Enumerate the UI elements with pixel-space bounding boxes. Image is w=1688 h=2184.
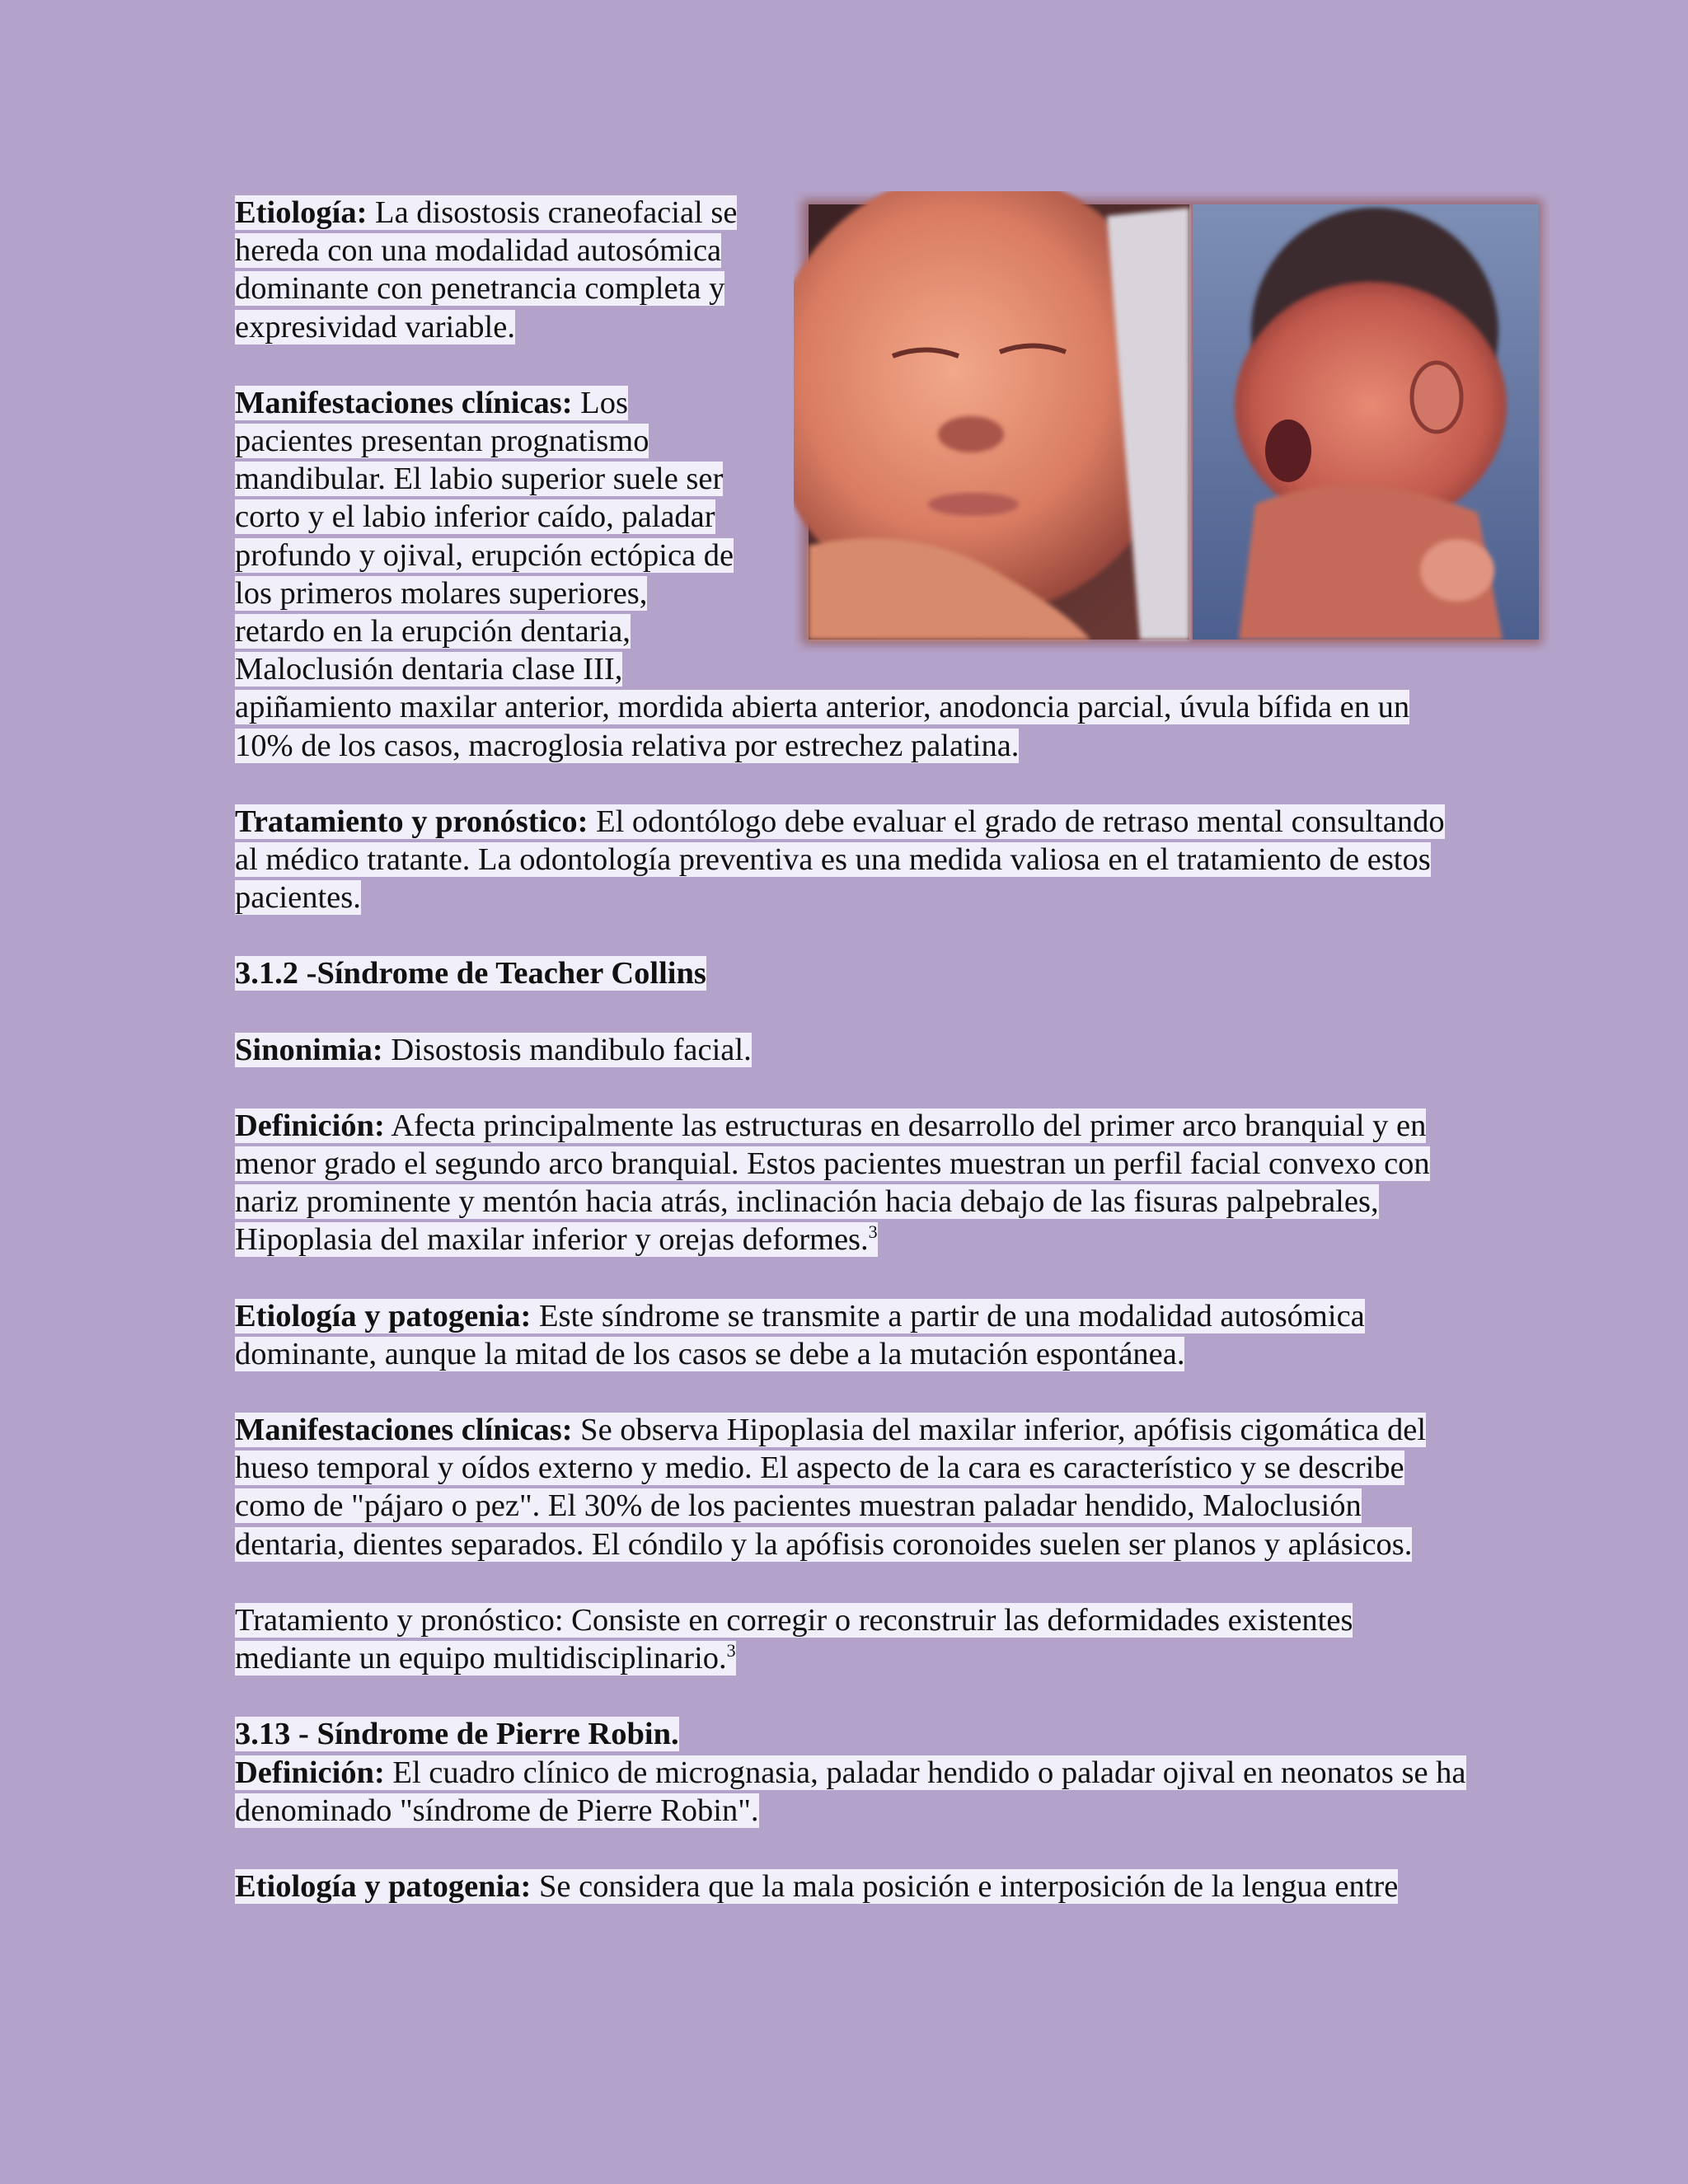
section-heading-312 [235,954,1471,992]
section-heading-313 [235,1715,1471,1753]
etiologia-patogenia-text-2: Se considera que la mala posición e interposición de la lengua entre [538,1868,1399,1904]
etiologia-patogenia-text: Este síndrome se transmite a partir de una modalidad autosómica dominante, aunque la mitad de los casos se debe a la mutación espontánea. [235,1298,1365,1371]
sinonimia-label: Sinonimia: [235,1032,383,1067]
footnote-ref: 3 [868,1221,878,1243]
manifestaciones-label-2: Manifestaciones clínicas: [235,1413,573,1448]
manifestaciones-text: Los pacientes presentan prognatismo mandibular. El labio superior suele ser corto y el labio inferior caído, paladar profundo y ojival, erupción ectópica de los primeros molares superiores, retardo en la erupción dentaria, Maloclusión dentaria clase III, apiñamiento maxilar anterior, mordida abierta anterior, anodoncia parcial, úvula bífida en un 10% de los casos, macroglosia relativa por estrechez palatina. [235,385,1410,763]
document-body [235,194,1471,1943]
definicion-paragraph [235,1107,1471,1259]
manifestaciones-label: Manifestaciones clínicas: [235,385,573,420]
heading-teacher-collins: 3.1.2 -Síndrome de Teacher Collins [235,956,706,991]
sinonimia-paragraph [235,1031,1471,1069]
tratamiento-label: Tratamiento y pronóstico: [235,804,588,839]
manifestaciones-text-2: Se observa Hipoplasia del maxilar inferior, apófisis cigomática del hueso temporal y oídos externo y medio. El aspecto de la cara es característico y se describe como de "pájaro o pez". El 30% de los pacientes muestran paladar hendido, Maloclusión dentaria, dientes separados. El cóndilo y la apófisis coronoides suelen ser planos y aplásicos. [235,1413,1427,1562]
tratamiento-text: El odontólogo debe evaluar el grado de retraso mental consultando al médico tratante. La odontología preventiva es una medida valiosa en el tratamiento de estos pacientes. [235,804,1445,916]
manifestaciones-clinicas-paragraph-2 [235,1411,1471,1563]
definicion-label: Definición: [235,1108,385,1143]
tratamiento-paragraph-2 [235,1601,1471,1677]
infant-photographs [794,191,1550,653]
definicion-paragraph-2 [235,1754,1471,1830]
etiologia-text: La disostosis craneofacial se hereda con una modalidad autosómica dominante con penetrancia completa y expresividad variable. [235,195,738,344]
etiologia-patogenia-label-2: Etiología y patogenia: [235,1868,532,1904]
etiologia-label: Etiología: [235,195,368,230]
etiologia-patogenia-label: Etiología y patogenia: [235,1298,532,1333]
footnote-ref-2: 3 [726,1640,736,1661]
etiologia-patogenia-paragraph-2 [235,1868,1471,1905]
sinonimia-text: Disostosis mandibulo facial. [391,1032,752,1067]
heading-pierre-robin: 3.13 - Síndrome de Pierre Robin. [235,1717,679,1752]
definicion-text: Afecta principalmente las estructuras en desarrollo del primer arco branquial y en menor grado el segundo arco branquial. Estos pacientes muestran un perfil facial convexo con nariz prominente y mentón hacia atrás, inclinación hacia debajo de las fisuras palpebrales, Hipoplasia del maxilar inferior y orejas deformes. [235,1108,1430,1258]
infant-photo-image [794,191,1550,653]
definicion-text-2: El cuadro clínico de micrognasia, paladar hendido o paladar ojival en neonatos se ha denominado "síndrome de Pierre Robin". [235,1755,1466,1828]
etiologia-patogenia-paragraph [235,1297,1471,1373]
definicion-label-2: Definición: [235,1755,385,1790]
tratamiento-text-2: Tratamiento y pronóstico: Consiste en corregir o reconstruir las deformidades existentes mediante un equipo multidisciplinario. [235,1602,1353,1676]
tratamiento-paragraph [235,803,1471,917]
